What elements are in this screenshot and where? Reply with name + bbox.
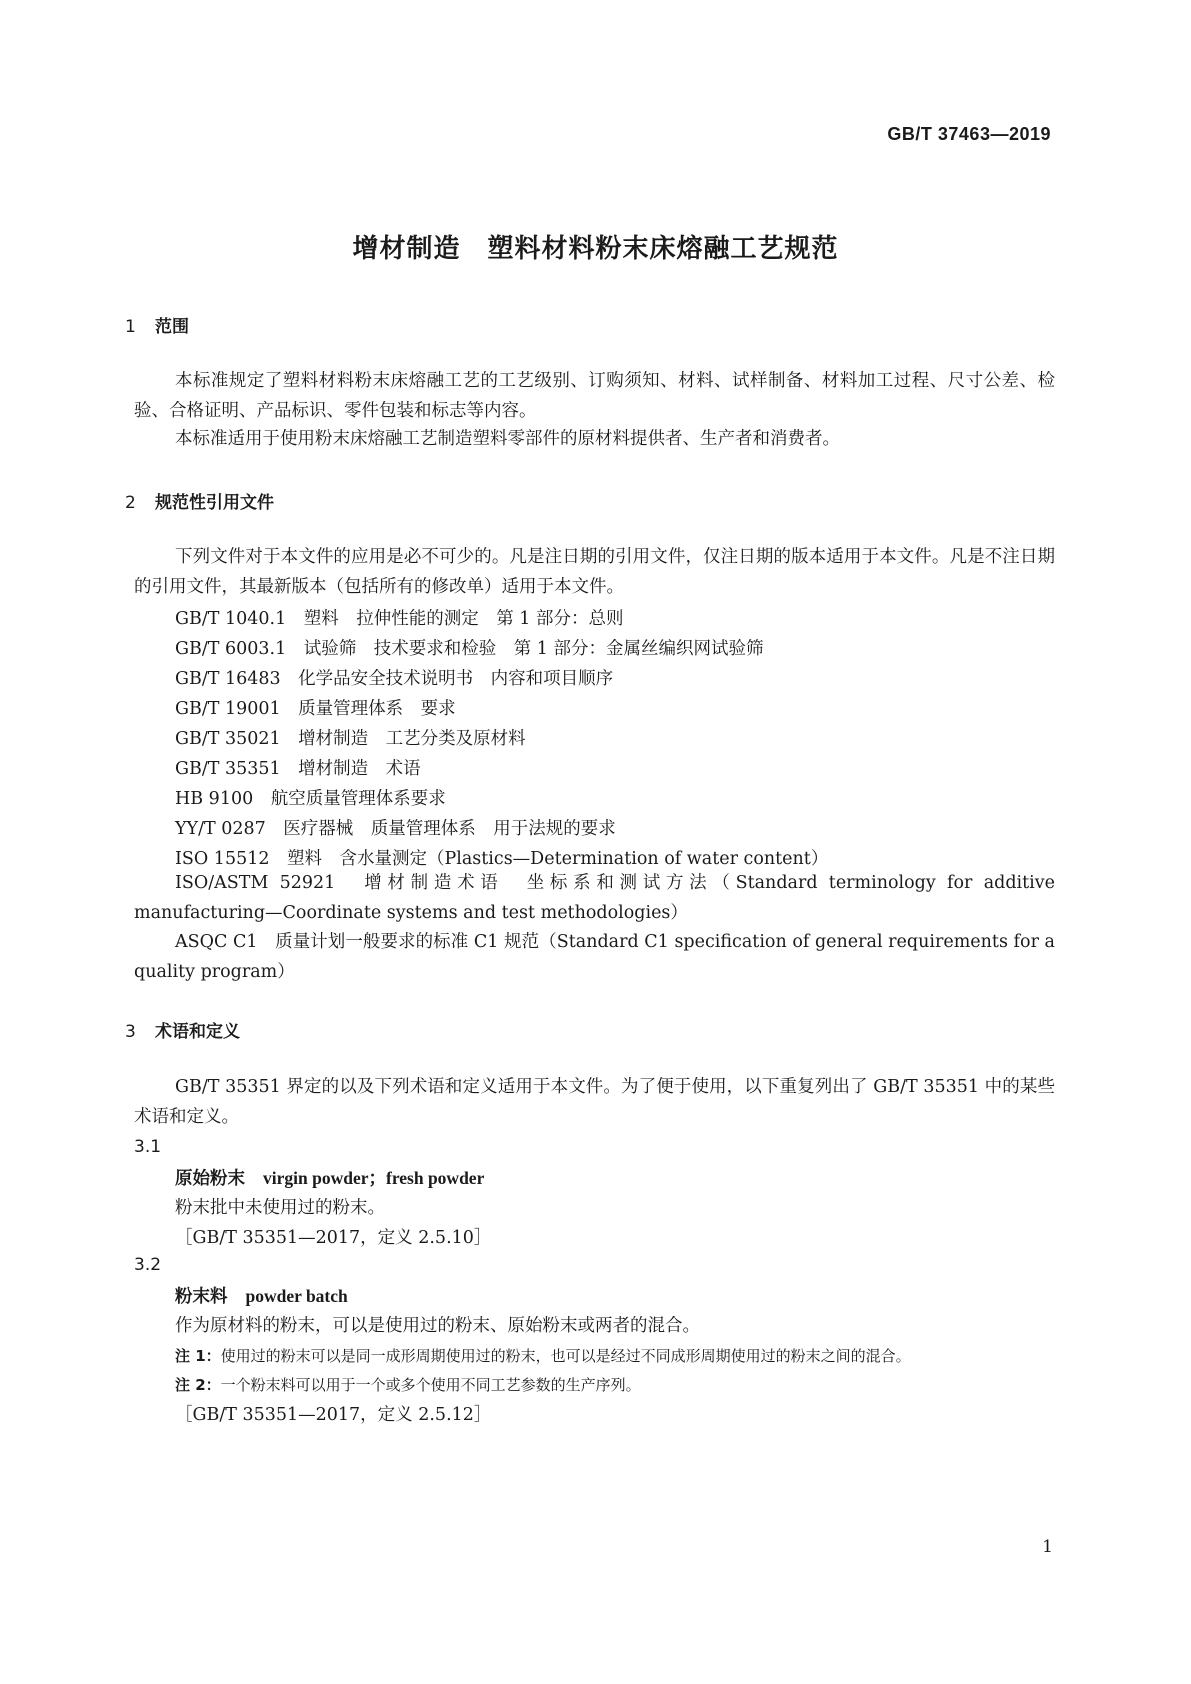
term-heading: [175, 1165, 484, 1190]
section-1-paragraph-1: 本标准规定了塑料材料粉末床熔融工艺的工艺级别、订购须知、材料、试样制备、材料加工过程、尺寸公差、检验、合格证明、产品标识、零件包装和标志等内容。: [134, 371, 1055, 421]
term-number: 3.1: [134, 1137, 162, 1157]
term-english: powder batch: [245, 1286, 348, 1306]
section-1-paragraph-2: 本标准适用于使用粉末床熔融工艺制造塑料零部件的原材料提供者、生产者和消费者。: [175, 429, 840, 449]
section-3-intro: GB/T 35351 界定的以及下列术语和定义适用于本文件。为了便于使用，以下重复列出了 GB/T 35351 中的某些术语和定义。: [134, 1077, 1055, 1127]
reference-item: GB/T 6003.1 试验筛 技术要求和检验 第 1 部分：金属丝编织网试验筛: [175, 639, 764, 659]
term-number: 3.2: [134, 1255, 162, 1275]
reference-item-iso-astm: ISO/ASTM 52921 增材制造术语 坐标系和测试方法（Standard terminology for additive manufacturing—Coordinate systems and test methodologies）: [134, 873, 1055, 923]
section-number: 2: [125, 493, 136, 513]
term-english: virgin powder；fresh powder: [263, 1168, 485, 1188]
term-definition: 作为原材料的粉末，可以是使用过的粉末、原始粉末或两者的混合。: [175, 1316, 700, 1336]
section-title: 规范性引用文件: [155, 493, 274, 513]
term-note: [175, 1345, 911, 1366]
reference-item: HB 9100 航空质量管理体系要求: [175, 789, 446, 809]
reference-item: GB/T 19001 质量管理体系 要求: [175, 699, 456, 719]
reference-item: GB/T 16483 化学品安全技术说明书 内容和项目顺序: [175, 669, 614, 689]
term-heading: [175, 1283, 348, 1308]
section-title: 范围: [155, 317, 189, 337]
term-definition: 粉末批中未使用过的粉末。: [175, 1198, 385, 1218]
reference-item: GB/T 35021 增材制造 工艺分类及原材料: [175, 729, 526, 749]
reference-item: ISO 15512 塑料 含水量测定（Plastics—Determination of water content）: [175, 849, 829, 869]
term-source: ［GB/T 35351—2017，定义 2.5.12］: [175, 1405, 492, 1425]
reference-item: YY/T 0287 医疗器械 质量管理体系 用于法规的要求: [175, 819, 616, 839]
section-2-heading: [125, 488, 274, 513]
note-text: 一个粉末料可以用于一个或多个使用不同工艺参数的生产序列。: [220, 1376, 641, 1394]
reference-item-asqc: ASQC C1 质量计划一般要求的标准 C1 规范（Standard C1 specification of general requirements for a quality program）: [134, 932, 1055, 982]
term-chinese: 原始粉末: [175, 1169, 245, 1189]
document-title: 增材制造 塑料材料粉末床熔融工艺规范: [352, 234, 839, 264]
section-title: 术语和定义: [155, 1022, 240, 1042]
note-label: 注 2：: [175, 1376, 221, 1394]
reference-item: GB/T 1040.1 塑料 拉伸性能的测定 第 1 部分：总则: [175, 609, 624, 629]
standard-code: GB/T 37463—2019: [887, 124, 1051, 144]
term-note: [175, 1374, 641, 1395]
term-source: ［GB/T 35351—2017，定义 2.5.10］: [175, 1228, 492, 1248]
section-2-intro: 下列文件对于本文件的应用是必不可少的。凡是注日期的引用文件，仅注日期的版本适用于本文件。凡是不注日期的引用文件，其最新版本（包括所有的修改单）适用于本文件。: [134, 547, 1055, 597]
note-text: 使用过的粉末可以是同一成形周期使用过的粉末，也可以是经过不同成形周期使用过的粉末之间的混合。: [220, 1347, 911, 1365]
page-number: 1: [1042, 1537, 1053, 1557]
note-label: 注 1：: [175, 1347, 221, 1365]
section-number: 1: [125, 317, 136, 337]
section-1-heading: [125, 312, 189, 337]
section-3-heading: [125, 1017, 240, 1042]
section-number: 3: [125, 1022, 136, 1042]
term-chinese: 粉末料: [175, 1287, 228, 1307]
reference-item: GB/T 35351 增材制造 术语: [175, 759, 421, 779]
